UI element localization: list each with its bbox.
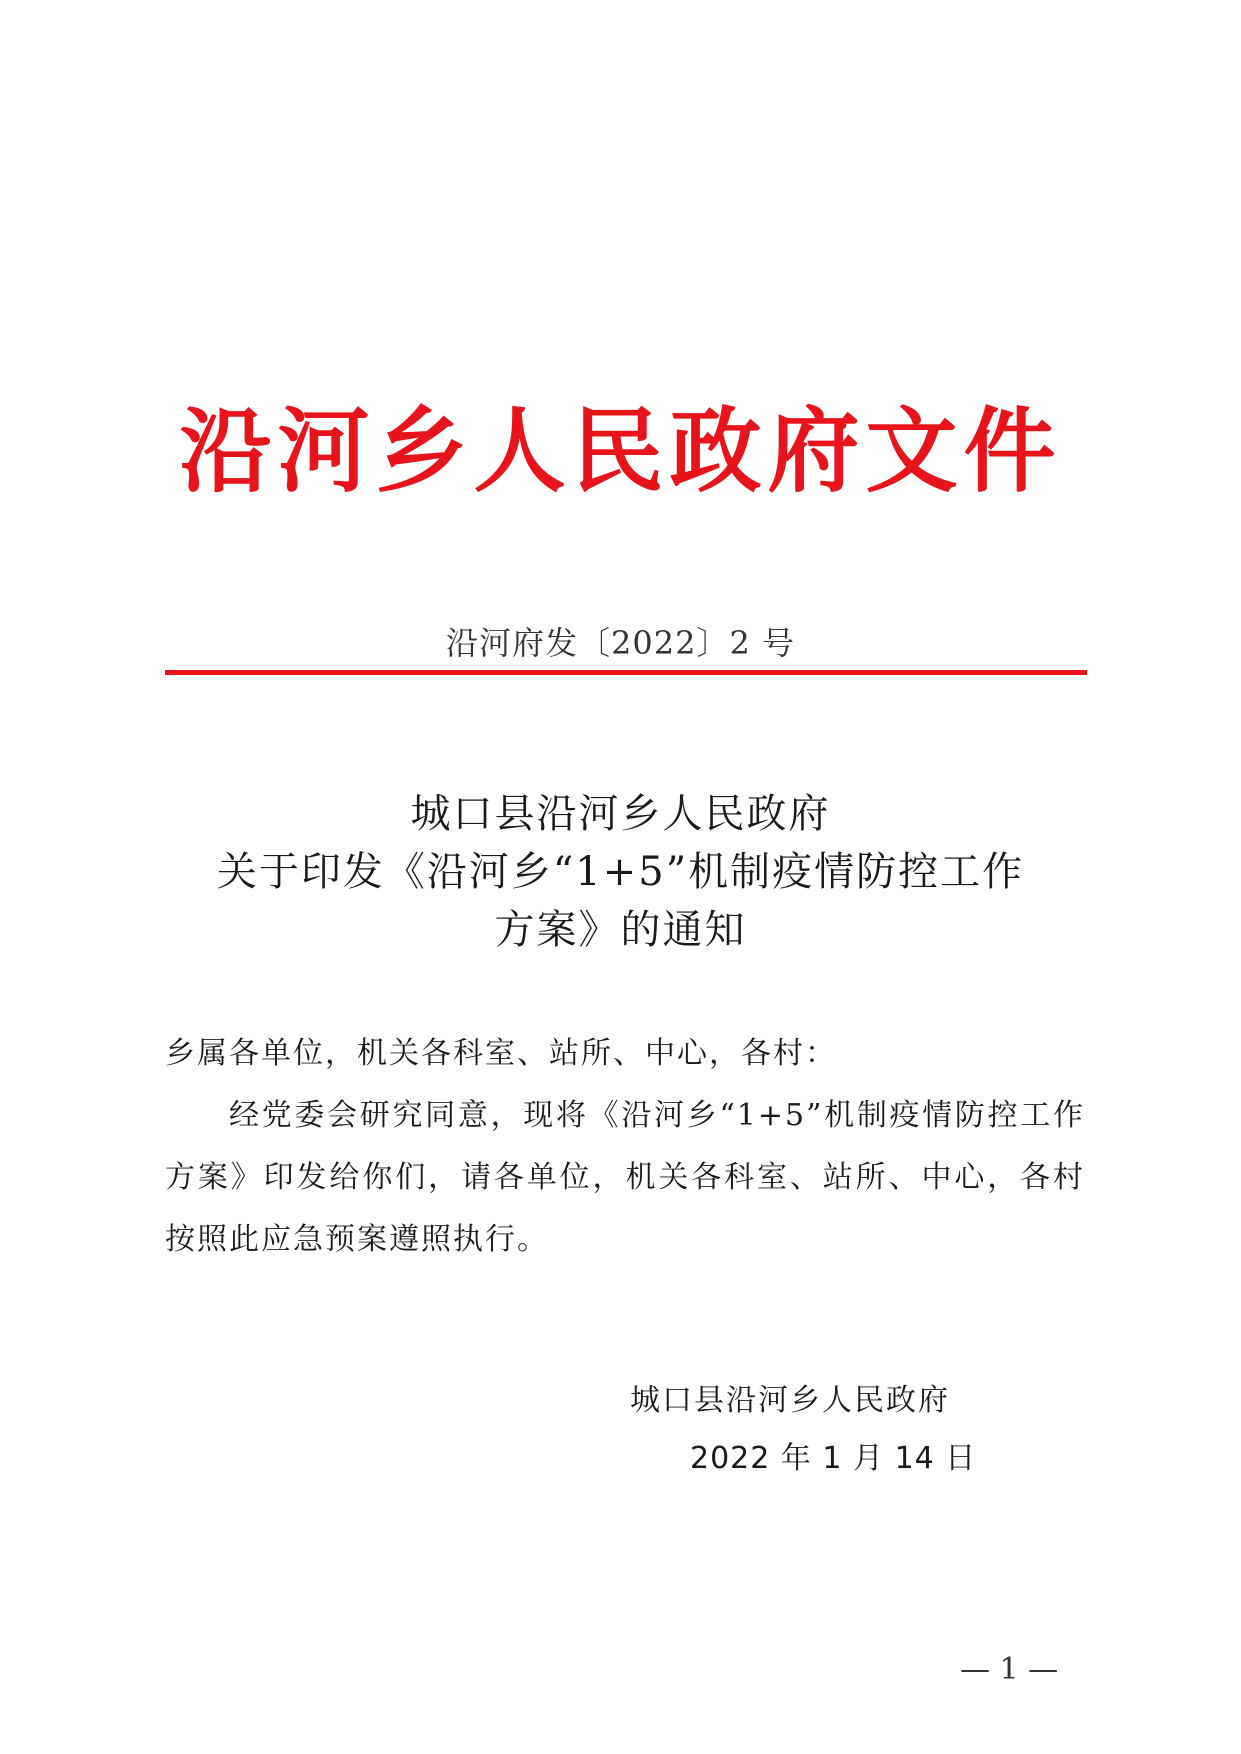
signature-date: 2022 年 1 月 14 日 — [690, 1441, 977, 1476]
body-paragraph: 经党委会研究同意，现将《沿河乡“1+5”机制疫情防控工作方案》印发给你们，请各单位，机关各科室、站所、中心，各村按照此应急预案遵照执行。 — [165, 1098, 1085, 1257]
red-divider-line — [165, 670, 1087, 675]
document-title — [0, 785, 1241, 959]
title-line-1: 城口县沿河乡人民政府 — [410, 791, 831, 837]
title-line-3: 方案》的通知 — [494, 907, 747, 953]
salutation: 乡属各单位，机关各科室、站所、中心，各村： — [165, 1036, 837, 1071]
document-number: 沿河府发〔2022〕2 号 — [446, 624, 795, 662]
issuer-banner: 沿河乡人民政府文件 — [179, 397, 1062, 505]
page-number: — 1 — — [960, 1652, 1059, 1687]
signature-organization: 城口县沿河乡人民政府 — [630, 1383, 950, 1418]
title-line-2: 关于印发《沿河乡“1+5”机制疫情防控工作 — [216, 849, 1025, 895]
